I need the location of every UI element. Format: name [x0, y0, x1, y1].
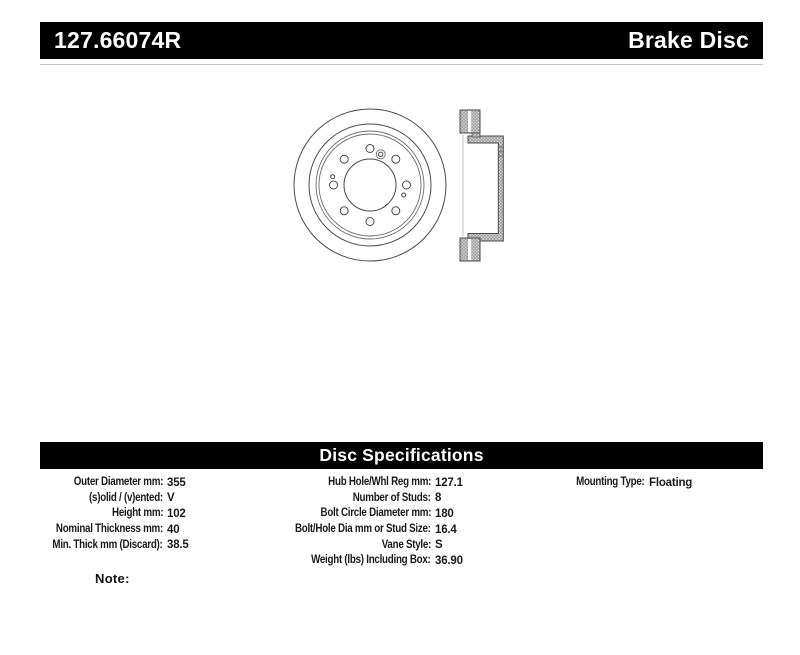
- spec-label: Bolt Circle Diameter mm:: [320, 507, 431, 520]
- product-title: Brake Disc: [628, 27, 749, 53]
- spec-label: Min. Thick mm (Discard):: [52, 538, 163, 551]
- spec-row: [280, 522, 541, 538]
- spec-label: Weight (lbs) Including Box:: [311, 554, 431, 567]
- center-hub-hole: [344, 159, 396, 211]
- spec-value: 8: [435, 492, 442, 505]
- spec-label: Hub Hole/Whl Reg mm:: [328, 476, 431, 489]
- spec-label: Number of Studs:: [353, 491, 431, 504]
- header-rule: [40, 64, 763, 65]
- spec-row: [280, 537, 541, 553]
- spec-value: 38.5: [167, 539, 189, 552]
- spec-value: 180: [435, 507, 454, 520]
- spec-row: [540, 475, 763, 491]
- brake-disc-side-cross-section: [460, 110, 503, 261]
- spec-row: [280, 475, 541, 491]
- spec-value: V: [167, 492, 175, 505]
- header-bar: [40, 22, 763, 59]
- spec-label: Mounting Type:: [576, 476, 645, 489]
- spec-row: [40, 475, 280, 491]
- friction-ring-top: [460, 110, 480, 133]
- spec-row: [280, 553, 541, 569]
- part-number: 127.66074R: [54, 27, 182, 53]
- disc-specifications-title: Disc Specifications: [319, 445, 484, 465]
- spec-value: 36.90: [435, 554, 463, 567]
- ringed-screw-hole: [376, 150, 385, 159]
- spec-column-right: [540, 475, 763, 491]
- spec-row: [40, 506, 280, 522]
- spec-label: Height mm:: [111, 507, 163, 520]
- disc-specifications-bar: [40, 442, 763, 469]
- brake-disc-front-view: [294, 109, 446, 261]
- spec-row: [40, 491, 280, 507]
- spec-value: 102: [167, 507, 186, 520]
- hat-section: [468, 136, 503, 241]
- spec-value: 16.4: [435, 523, 457, 536]
- spec-row: [280, 506, 541, 522]
- spec-label: Bolt/Hole Dia mm or Stud Size:: [295, 522, 431, 535]
- spec-value: Floating: [649, 476, 693, 489]
- spec-column-middle: [280, 475, 541, 569]
- spec-row: [40, 537, 280, 553]
- spec-value: 127.1: [435, 476, 463, 489]
- spec-row: [40, 522, 280, 538]
- spec-label: (s)olid / (v)ented:: [89, 491, 163, 504]
- spec-value: 40: [167, 523, 180, 536]
- friction-ring-bottom: [460, 238, 480, 261]
- spec-value: S: [435, 539, 443, 552]
- spec-value: 355: [167, 476, 186, 489]
- spec-row: [280, 491, 541, 507]
- stud-holes: [330, 145, 411, 226]
- brake-disc-drawing: [280, 95, 525, 275]
- spec-label: Nominal Thickness mm:: [55, 522, 163, 535]
- note-label: Note:: [95, 571, 130, 586]
- spec-label: Vane Style:: [381, 538, 431, 551]
- spec-label: Outer Diameter mm:: [73, 476, 163, 489]
- spec-column-left: [40, 475, 280, 553]
